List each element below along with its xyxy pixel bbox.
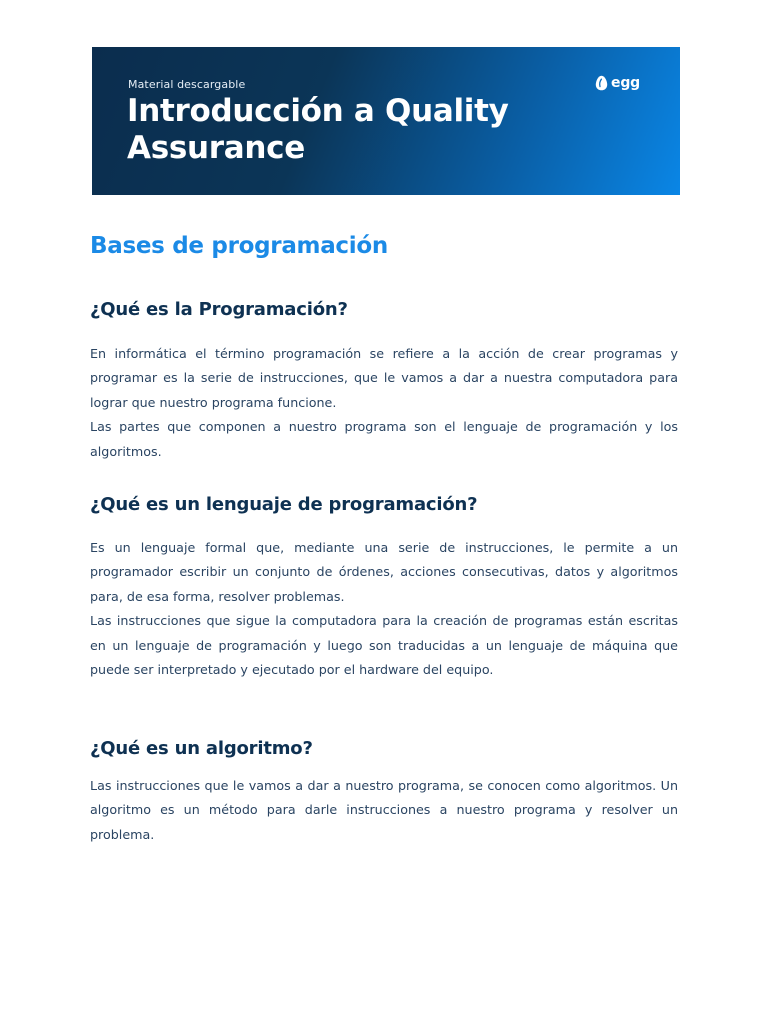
- egg-logo-icon: [595, 75, 608, 91]
- document-title: Introducción a Quality Assurance: [127, 93, 509, 166]
- question-heading: ¿Qué es un algoritmo?: [90, 738, 313, 759]
- paragraph: Las partes que componen a nuestro programa son el lenguaje de programación y los algoritmos.: [90, 419, 678, 459]
- banner-kicker: Material descargable: [128, 78, 246, 91]
- header-banner: [92, 47, 680, 195]
- document-body: [90, 228, 678, 842]
- answer-block: [90, 536, 678, 682]
- paragraph: En informática el término programación se refiere a la acción de crear programas y programar es la serie de instrucciones, que le vamos a dar a nuestra computadora para lograr que nuestro programa funcione.: [90, 346, 678, 410]
- question-heading: ¿Qué es un lenguaje de programación?: [90, 494, 478, 515]
- brand-logo: [595, 75, 640, 91]
- brand-name: egg: [611, 75, 640, 91]
- paragraph: Las instrucciones que le vamos a dar a nuestro programa, se conocen como algoritmos. Un algoritmo es un método para darle instrucciones a nuestro programa y resolver un problema.: [90, 778, 678, 842]
- question-heading: ¿Qué es la Programación?: [90, 299, 348, 320]
- answer-block: [90, 774, 678, 847]
- paragraph: Es un lenguaje formal que, mediante una serie de instrucciones, le permite a un programador escribir un conjunto de órdenes, acciones consecutivas, datos y algoritmos para, de esa forma, resolver problemas.: [90, 540, 678, 604]
- answer-block: [90, 342, 678, 464]
- section-title: Bases de programación: [90, 233, 388, 259]
- paragraph: Las instrucciones que sigue la computadora para la creación de programas están escritas en un lenguaje de programación y luego son traducidas a un lenguaje de máquina que puede ser interpretado y ejecutado por el hardware del equipo.: [90, 613, 678, 678]
